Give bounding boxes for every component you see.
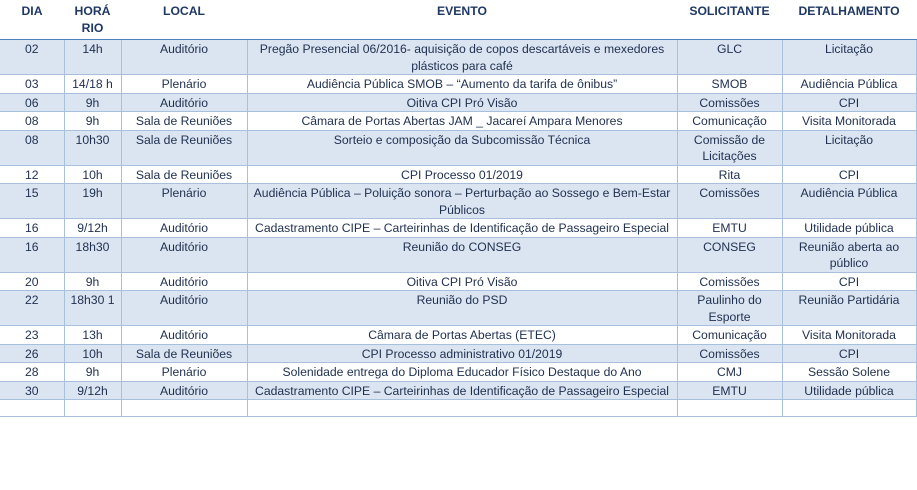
table-row xyxy=(0,363,916,382)
cell-dia: 08 xyxy=(0,130,64,165)
cell-evento: Solenidade entrega do Diploma Educador Físico Destaque do Ano xyxy=(247,363,677,382)
table-row xyxy=(0,75,916,94)
cell-solicitante: Comissões xyxy=(677,272,782,291)
cell-hora: 10h30 xyxy=(64,130,121,165)
cell-dia: 22 xyxy=(0,291,64,326)
cell-dia: 16 xyxy=(0,219,64,238)
cell-evento: Oitiva CPI Pró Visão xyxy=(247,272,677,291)
cell-hora: 13h xyxy=(64,326,121,345)
cell-local: Sala de Reuniões xyxy=(121,344,247,363)
cell-hora: 14/18 h xyxy=(64,75,121,94)
cell-detalhamento: Utilidade pública xyxy=(782,219,916,238)
cell-evento: Sorteio e composição da Subcomissão Técnica xyxy=(247,130,677,165)
cell-solicitante: EMTU xyxy=(677,219,782,238)
table-row xyxy=(0,93,916,112)
header-detalhamento: DETALHAMENTO xyxy=(782,0,916,40)
cell-detalhamento: Sessão Solene xyxy=(782,363,916,382)
cell-solicitante: Rita xyxy=(677,165,782,184)
cell-hora: 9h xyxy=(64,363,121,382)
empty-cell xyxy=(121,400,247,417)
table-row xyxy=(0,40,916,75)
header-evento: EVENTO xyxy=(247,0,677,40)
cell-solicitante: SMOB xyxy=(677,75,782,94)
cell-evento: Reunião do CONSEG xyxy=(247,237,677,272)
cell-local: Auditório xyxy=(121,237,247,272)
table-row xyxy=(0,184,916,219)
cell-evento: Reunião do PSD xyxy=(247,291,677,326)
cell-dia: 30 xyxy=(0,381,64,400)
cell-local: Auditório xyxy=(121,40,247,75)
cell-dia: 15 xyxy=(0,184,64,219)
cell-solicitante: EMTU xyxy=(677,381,782,400)
cell-hora: 10h xyxy=(64,165,121,184)
cell-hora: 18h30 1 xyxy=(64,291,121,326)
cell-dia: 28 xyxy=(0,363,64,382)
cell-dia: 03 xyxy=(0,75,64,94)
cell-detalhamento: Licitação xyxy=(782,40,916,75)
cell-solicitante: Comunicação xyxy=(677,326,782,345)
cell-dia: 02 xyxy=(0,40,64,75)
cell-solicitante: Comissões xyxy=(677,344,782,363)
cell-local: Sala de Reuniões xyxy=(121,130,247,165)
cell-evento: Audiência Pública SMOB – “Aumento da tarifa de ônibus” xyxy=(247,75,677,94)
cell-hora: 14h xyxy=(64,40,121,75)
cell-evento: Oitiva CPI Pró Visão xyxy=(247,93,677,112)
schedule-body xyxy=(0,40,916,417)
cell-detalhamento: CPI xyxy=(782,165,916,184)
table-row xyxy=(0,237,916,272)
empty-cell xyxy=(64,400,121,417)
table-row xyxy=(0,344,916,363)
cell-hora: 18h30 xyxy=(64,237,121,272)
table-row xyxy=(0,219,916,238)
header-row xyxy=(0,0,916,40)
table-row xyxy=(0,272,916,291)
table-row xyxy=(0,165,916,184)
cell-evento: Pregão Presencial 06/2016- aquisição de copos descartáveis e mexedores plásticos para café xyxy=(247,40,677,75)
cell-detalhamento: Visita Monitorada xyxy=(782,326,916,345)
cell-hora: 9h xyxy=(64,93,121,112)
cell-dia: 08 xyxy=(0,112,64,131)
cell-hora: 9h xyxy=(64,272,121,291)
cell-evento: Câmara de Portas Abertas (ETEC) xyxy=(247,326,677,345)
cell-solicitante: Comissões xyxy=(677,184,782,219)
cell-solicitante: CONSEG xyxy=(677,237,782,272)
cell-dia: 20 xyxy=(0,272,64,291)
cell-detalhamento: CPI xyxy=(782,272,916,291)
cell-local: Auditório xyxy=(121,272,247,291)
cell-solicitante: GLC xyxy=(677,40,782,75)
cell-local: Auditório xyxy=(121,381,247,400)
cell-dia: 06 xyxy=(0,93,64,112)
cell-detalhamento: Utilidade pública xyxy=(782,381,916,400)
header-horario: HORÁ RIO xyxy=(64,0,121,40)
cell-detalhamento: Audiência Pública xyxy=(782,75,916,94)
cell-solicitante: Paulinho do Esporte xyxy=(677,291,782,326)
table-row xyxy=(0,326,916,345)
cell-detalhamento: Audiência Pública xyxy=(782,184,916,219)
cell-local: Sala de Reuniões xyxy=(121,165,247,184)
empty-cell xyxy=(247,400,677,417)
cell-evento: Cadastramento CIPE – Carteirinhas de Identificação de Passageiro Especial xyxy=(247,219,677,238)
cell-hora: 19h xyxy=(64,184,121,219)
cell-detalhamento: Reunião aberta ao público xyxy=(782,237,916,272)
empty-cell xyxy=(677,400,782,417)
cell-solicitante: Comissão de Licitações xyxy=(677,130,782,165)
cell-solicitante: Comissões xyxy=(677,93,782,112)
table-row xyxy=(0,291,916,326)
header-local: LOCAL xyxy=(121,0,247,40)
cell-evento: Cadastramento CIPE – Carteirinhas de Identificação de Passageiro Especial xyxy=(247,381,677,400)
cell-evento: Câmara de Portas Abertas JAM _ Jacareí Ampara Menores xyxy=(247,112,677,131)
cell-hora: 9/12h xyxy=(64,381,121,400)
cell-detalhamento: Reunião Partidária xyxy=(782,291,916,326)
cell-detalhamento: CPI xyxy=(782,344,916,363)
cell-local: Auditório xyxy=(121,291,247,326)
cell-local: Auditório xyxy=(121,326,247,345)
cell-detalhamento: Licitação xyxy=(782,130,916,165)
cell-evento: CPI Processo administrativo 01/2019 xyxy=(247,344,677,363)
cell-dia: 12 xyxy=(0,165,64,184)
cell-detalhamento: Visita Monitorada xyxy=(782,112,916,131)
cell-solicitante: Comunicação xyxy=(677,112,782,131)
empty-cell xyxy=(782,400,916,417)
table-row xyxy=(0,112,916,131)
cell-hora: 9h xyxy=(64,112,121,131)
cell-detalhamento: CPI xyxy=(782,93,916,112)
cell-local: Plenário xyxy=(121,363,247,382)
cell-local: Plenário xyxy=(121,75,247,94)
cell-evento: CPI Processo 01/2019 xyxy=(247,165,677,184)
cell-local: Auditório xyxy=(121,93,247,112)
cell-hora: 9/12h xyxy=(64,219,121,238)
header-solicitante: SOLICITANTE xyxy=(677,0,782,40)
cell-dia: 23 xyxy=(0,326,64,345)
cell-hora: 10h xyxy=(64,344,121,363)
cell-local: Sala de Reuniões xyxy=(121,112,247,131)
cell-dia: 16 xyxy=(0,237,64,272)
table-row xyxy=(0,130,916,165)
cell-evento: Audiência Pública – Poluição sonora – Perturbação ao Sossego e Bem-Estar Públicos xyxy=(247,184,677,219)
empty-cell xyxy=(0,400,64,417)
cell-solicitante: CMJ xyxy=(677,363,782,382)
table-row xyxy=(0,381,916,400)
cell-dia: 26 xyxy=(0,344,64,363)
cell-local: Plenário xyxy=(121,184,247,219)
header-dia: DIA xyxy=(0,0,64,40)
cell-local: Auditório xyxy=(121,219,247,238)
empty-row xyxy=(0,400,916,417)
